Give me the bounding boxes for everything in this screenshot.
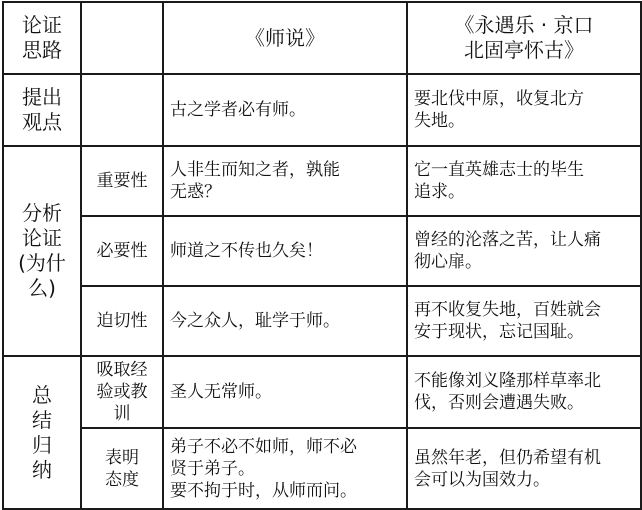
urgency-shishuo-cell [163, 286, 407, 356]
proposal-label-cell [3, 74, 81, 146]
header-shishuo-title: 《师说》 [245, 25, 325, 50]
table-row-attitude [3, 428, 641, 509]
lesson-shishuo-cell [163, 356, 407, 428]
header-yongyule-cell [407, 2, 641, 74]
lesson-sub-label: 吸取经 验或教 训 [96, 360, 148, 424]
lesson-shishuo-text: 圣人无常师。 [170, 382, 272, 402]
table-row-lesson [3, 356, 641, 428]
proposal-yongyule-cell [407, 74, 641, 146]
proposal-label: 提出 观点 [22, 85, 62, 134]
importance-sub-cell [81, 146, 163, 216]
table-header-row [3, 2, 641, 74]
proposal-yongyule-text: 要北伐中原，收复北方 失地。 [414, 89, 584, 131]
urgency-yongyule-cell [407, 286, 641, 356]
importance-shishuo-cell [163, 146, 407, 216]
analysis-label: 分析 论证 (为什 么) [18, 201, 66, 300]
table-row-urgency [3, 286, 641, 356]
necessity-shishuo-text: 师道之不传也久矣！ [170, 241, 323, 261]
header-empty-cell [81, 2, 163, 74]
attitude-yongyule-cell [407, 428, 641, 509]
table-row-proposal [3, 74, 641, 146]
summary-label: 总 结 归 纳 [32, 382, 52, 482]
necessity-sub-label: 必要性 [96, 241, 148, 261]
attitude-shishuo-cell [163, 428, 407, 509]
importance-sub-label: 重要性 [96, 171, 148, 191]
necessity-shishuo-cell [163, 216, 407, 286]
urgency-sub-cell [81, 286, 163, 356]
header-reasoning-cell [3, 2, 81, 74]
importance-shishuo-text: 人非生而知之者，孰能 无惑？ [170, 160, 340, 202]
lesson-yongyule-text: 不能像刘义隆那样草率北 伐，否则会遭遇失败。 [414, 371, 601, 413]
lesson-sub-cell [81, 356, 163, 428]
urgency-shishuo-text: 今之众人，耻学于师。 [170, 311, 340, 331]
summary-label-cell [3, 356, 81, 509]
proposal-empty-cell [81, 74, 163, 146]
attitude-shishuo-text: 弟子不必不如师，师不必 贤于弟子。 要不拘于时，从师而问。 [170, 436, 357, 501]
proposal-shishuo-cell [163, 74, 407, 146]
importance-yongyule-cell [407, 146, 641, 216]
attitude-yongyule-text: 虽然年老，但仍希望有机 会可以为国效力。 [414, 447, 601, 490]
analysis-label-cell [3, 146, 81, 356]
urgency-yongyule-text: 再不收复失地，百姓就会 安于现状，忘记国耻。 [414, 300, 601, 342]
table-row-importance [3, 146, 641, 216]
attitude-sub-cell [81, 428, 163, 509]
lesson-yongyule-cell [407, 356, 641, 428]
necessity-yongyule-text: 曾经的沦落之苦，让人痛 彻心扉。 [414, 230, 601, 272]
proposal-shishuo-text: 古之学者必有师。 [170, 100, 306, 120]
necessity-sub-cell [81, 216, 163, 286]
table-row-necessity [3, 216, 641, 286]
necessity-yongyule-cell [407, 216, 641, 286]
comparison-table [2, 1, 642, 510]
importance-yongyule-text: 它一直英雄志士的毕生 追求。 [414, 160, 584, 202]
header-shishuo-cell [163, 2, 407, 74]
header-yongyule-title: 《永遇乐 · 京口 北固亭怀古》 [454, 13, 594, 62]
attitude-sub-label: 表明 态度 [105, 447, 139, 490]
header-reasoning-label: 论证 思路 [22, 13, 62, 62]
urgency-sub-label: 迫切性 [96, 311, 148, 331]
